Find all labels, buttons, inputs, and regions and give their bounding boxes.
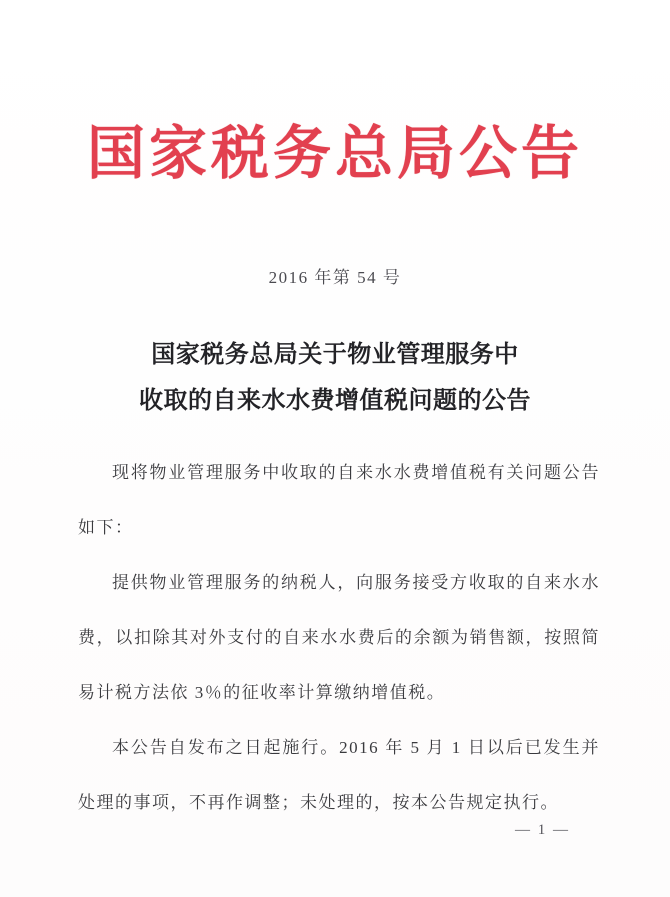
- page-number: — 1 —: [515, 822, 570, 838]
- announcement-masthead: 国家税务总局公告: [86, 121, 583, 186]
- body-paragraph: 现将物业管理服务中收取的自来水水费增值税有关问题公告如下：: [78, 463, 600, 537]
- body-paragraph: 提供物业管理服务的纳税人，向服务接受方收取的自来水水费，以扣除其对外支付的自来水水费后的余额为销售额，按照简易计税方法依 3％的征收率计算缴纳增值税。: [78, 573, 600, 702]
- document-title-line-1: 国家税务总局关于物业管理服务中: [151, 342, 519, 368]
- document-body: [78, 445, 600, 830]
- body-paragraph: 本公告自发布之日起施行。2016 年 5 月 1 日以后已发生并处理的事项，不再作调整；未处理的，按本公告规定执行。: [78, 738, 600, 812]
- document-number: 2016 年第 54 号: [268, 268, 402, 287]
- document-title-line-2: 收取的自来水水费增值税问题的公告: [139, 388, 531, 414]
- document-title: [0, 332, 670, 424]
